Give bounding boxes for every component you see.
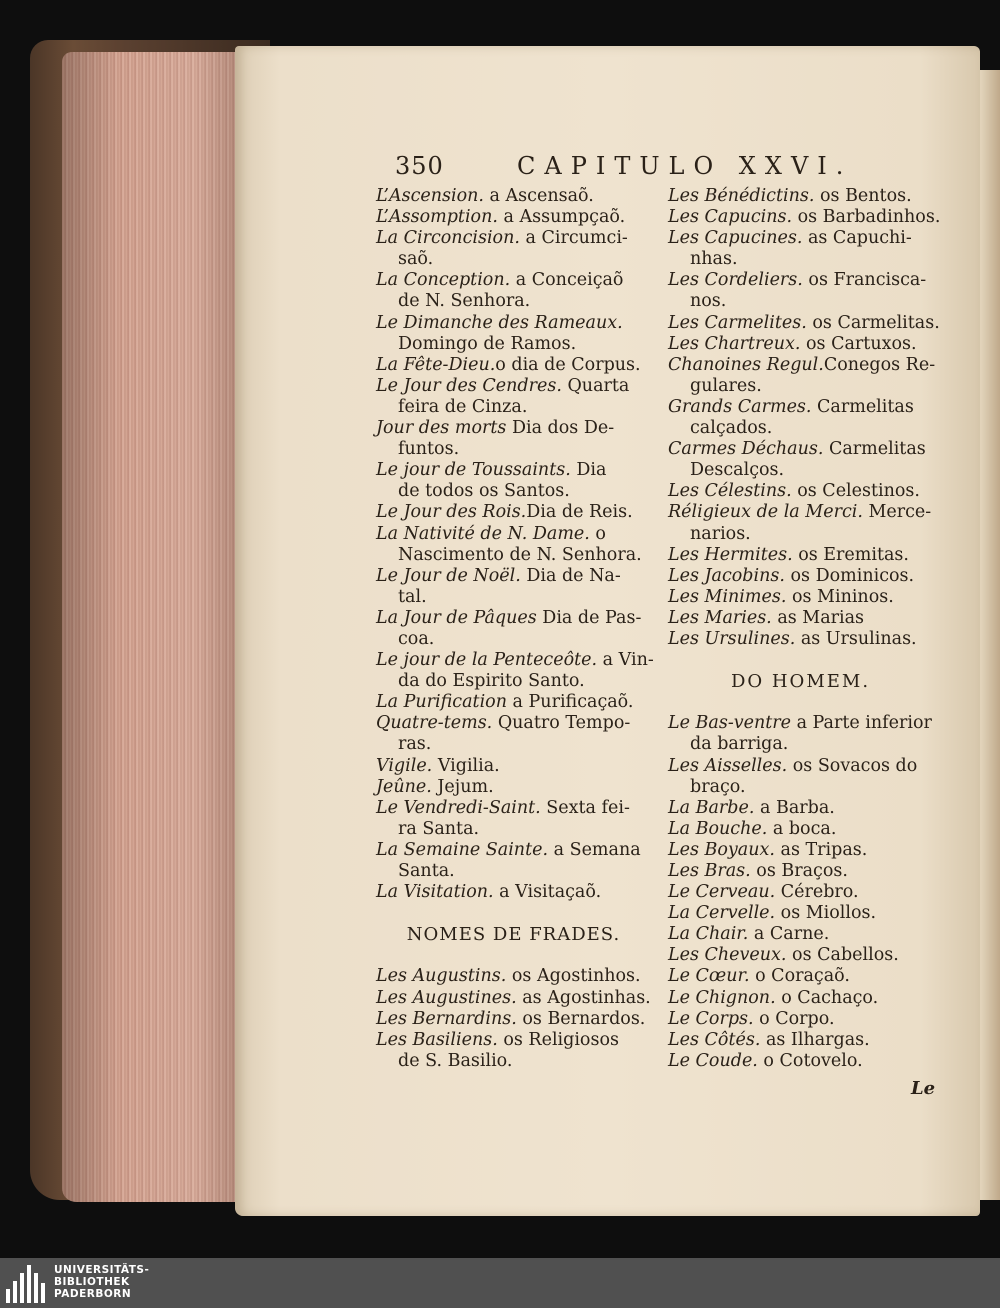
french-term: Les Boyaux. <box>668 839 775 860</box>
portuguese-term: as Capuchi- <box>802 228 912 249</box>
vocab-entry <box>668 587 933 608</box>
portuguese-term: Quarta <box>561 375 630 396</box>
vocab-entry <box>668 882 933 903</box>
french-term: Le Corps. <box>668 1008 754 1029</box>
university-logo-icon <box>6 1265 46 1303</box>
portuguese-term: o Cotovelo. <box>757 1050 863 1071</box>
portuguese-term: Merce- <box>862 502 932 523</box>
french-term: Le Bas-ventre <box>668 713 791 734</box>
portuguese-term: a Assumpçaõ. <box>497 207 626 228</box>
vocab-entry <box>668 756 933 777</box>
vocab-entry <box>376 798 651 819</box>
vocab-entry <box>376 966 651 987</box>
section-heading: DO HOMEM. <box>730 671 871 693</box>
vocab-entry <box>376 418 651 439</box>
vocab-entry <box>668 354 936 376</box>
portuguese-term: os Carmelitas. <box>806 312 940 333</box>
french-term: Le Chignon. <box>668 987 776 1008</box>
vocab-entry <box>668 566 933 587</box>
french-term: Le Jour des Rois. <box>376 502 527 523</box>
portuguese-term: a Vin- <box>597 650 654 671</box>
portuguese-term: os Eremitas. <box>792 544 909 565</box>
vocab-entry <box>376 228 651 249</box>
french-term: Le Cœur. <box>668 966 750 987</box>
continuation-line: gulares. <box>690 375 762 396</box>
french-term: Les Minimes. <box>668 586 787 607</box>
vocab-entry <box>668 966 933 987</box>
vocab-entry <box>376 608 651 629</box>
portuguese-term: a boca. <box>767 818 837 839</box>
page-number: 350 <box>395 152 444 180</box>
french-term: Le jour de Toussaints. <box>376 460 571 481</box>
portuguese-term: Carmelitas <box>811 396 914 417</box>
french-term: Les Capucines. <box>668 228 803 249</box>
portuguese-term: os Agostinhos. <box>506 966 641 987</box>
vocab-entry <box>668 988 933 1009</box>
portuguese-term: Dia dos De- <box>506 418 615 439</box>
continuation-line: Descalços. <box>690 460 785 481</box>
portuguese-term: os Cartuxos. <box>800 333 917 354</box>
portuguese-term: Quatro Tempo- <box>492 713 631 734</box>
vocab-entry <box>668 840 933 861</box>
french-term: Chanoines Regul. <box>668 354 824 375</box>
portuguese-term: o <box>589 523 606 544</box>
french-term: La Conception. <box>376 270 511 291</box>
french-term: Jeûne. <box>376 776 432 797</box>
vocab-entry <box>668 798 933 819</box>
french-term: Vigile. <box>376 755 433 776</box>
continuation-line: coa. <box>398 628 435 649</box>
vocab-entry <box>376 988 651 1009</box>
vocab-entry <box>668 903 933 924</box>
vocab-entry <box>376 186 651 207</box>
french-term: Les Cheveux. <box>668 945 787 966</box>
french-term: Quatre-tems. <box>376 713 493 734</box>
vocab-entry <box>376 313 651 334</box>
french-term: La Purification <box>376 692 507 713</box>
french-term: Les Jacobins. <box>668 565 785 586</box>
vocab-entry <box>376 524 651 545</box>
vocab-entry <box>668 502 933 523</box>
portuguese-term: os Dominicos. <box>784 565 915 586</box>
french-term: Les Carmelites. <box>668 312 807 333</box>
continuation-line: Domingo de Ramos. <box>398 333 577 354</box>
portuguese-term: os Religiosos <box>497 1029 619 1050</box>
french-term: Le Cerveau. <box>668 882 776 903</box>
library-footer <box>0 1258 1000 1308</box>
vocab-entry <box>376 840 651 861</box>
continuation-line: Santa. <box>398 861 455 881</box>
portuguese-term: as Ursulinas. <box>795 628 917 649</box>
french-term: Les Basiliens. <box>376 1029 498 1050</box>
french-term: Les Capucins. <box>668 207 793 228</box>
portuguese-term: os Sovacos do <box>787 755 918 776</box>
french-term: La Jour de Pâques <box>376 607 537 628</box>
vocab-entry <box>376 756 651 777</box>
continuation-line: calçados. <box>690 418 773 439</box>
french-term: Les Hermites. <box>668 544 793 565</box>
continuation-line: da do Espirito Santo. <box>398 671 585 692</box>
continuation-line: de todos os Santos. <box>398 481 570 502</box>
portuguese-term: a Ascensaõ. <box>483 186 594 206</box>
blank-line <box>376 945 651 966</box>
french-term: Grands Carmes. <box>668 396 812 417</box>
vocab-entry <box>668 312 940 334</box>
vocab-entry <box>668 1009 933 1030</box>
library-line: BIBLIOTHEK <box>54 1276 130 1288</box>
french-term: La Cervelle. <box>668 903 776 924</box>
french-term: Les Célestins. <box>668 481 792 502</box>
french-term: La Chair. <box>668 924 749 945</box>
portuguese-term: os Cabellos. <box>786 945 899 966</box>
french-term: L’Assomption. <box>376 207 498 228</box>
french-term: Les Cordeliers. <box>668 270 803 291</box>
page-header <box>395 152 955 184</box>
continuation-line: ra Santa. <box>398 818 480 839</box>
vocab-entry <box>376 1009 651 1030</box>
vocab-entry <box>668 439 933 460</box>
portuguese-term: Jejum. <box>431 776 494 797</box>
blank-line <box>668 650 933 671</box>
portuguese-term: a Semana <box>548 839 641 860</box>
portuguese-term: o Coraçaõ. <box>749 966 850 987</box>
vocab-entry <box>376 207 651 228</box>
portuguese-term: a Parte inferior <box>791 713 932 734</box>
portuguese-term: o Cachaço. <box>775 987 879 1008</box>
portuguese-term: Dia de Reis. <box>526 502 633 523</box>
french-term: La Circoncision. <box>376 228 520 249</box>
vocab-entry <box>668 819 933 840</box>
chapter-title: CAPITULO XXVI. <box>517 152 853 180</box>
vocab-entry <box>376 270 651 291</box>
portuguese-term: a Purificaçaõ. <box>506 692 634 713</box>
catchword: Le <box>911 1078 936 1099</box>
continuation-line: tal. <box>398 586 427 607</box>
continuation-line: saõ. <box>398 249 434 270</box>
vocab-entry <box>668 334 933 355</box>
french-term: Réligieux de la Merci. <box>668 502 863 523</box>
library-line: PADERBORN <box>54 1288 132 1300</box>
portuguese-term: Dia <box>570 460 607 481</box>
french-term: Carmes Déchaus. <box>668 439 824 460</box>
page-edges-shade <box>62 52 252 1202</box>
portuguese-term: os Bernardos. <box>516 1008 646 1029</box>
french-term: La Nativité de N. Dame. <box>376 523 590 544</box>
portuguese-term: Carmelitas <box>823 439 926 460</box>
vocab-entry <box>668 1030 933 1051</box>
vocab-entry <box>668 545 933 566</box>
continuation-line: feira de Cinza. <box>398 396 528 417</box>
portuguese-term: as Marias <box>771 607 865 628</box>
portuguese-term: Cérebro. <box>775 882 859 903</box>
french-term: Le Vendredi-Saint. <box>376 797 541 818</box>
french-term: La Visitation. <box>376 882 494 903</box>
portuguese-term: os Bentos. <box>814 186 912 206</box>
vocab-entry <box>668 924 933 945</box>
vocab-entry <box>668 713 933 734</box>
portuguese-term: os Celestinos. <box>791 481 920 502</box>
vocab-entry <box>668 397 933 418</box>
vocab-entry <box>376 713 651 734</box>
continuation-line: ras. <box>398 734 432 755</box>
continuation-line: braço. <box>690 776 746 797</box>
portuguese-term: as Tripas. <box>774 839 868 860</box>
vocab-entry <box>376 882 651 903</box>
blank-line <box>376 903 651 924</box>
vocab-entry <box>668 186 933 207</box>
french-term: Le Jour de Noël. <box>376 565 521 586</box>
portuguese-term: a Carne. <box>748 924 830 945</box>
portuguese-term: os Franciscа- <box>802 270 927 291</box>
vocab-entry <box>668 1051 933 1072</box>
french-term: La Barbe. <box>668 797 755 818</box>
right-column <box>668 186 941 1072</box>
french-term: Le Jour des Cendres. <box>376 375 562 396</box>
vocab-entry <box>668 945 933 966</box>
vocab-entry <box>668 629 933 650</box>
portuguese-term: Vigilia. <box>432 755 500 776</box>
library-name <box>54 1264 149 1300</box>
vocab-entry <box>376 460 651 481</box>
vocab-entry <box>376 502 651 523</box>
left-column <box>376 186 654 1072</box>
vocab-entry <box>668 608 933 629</box>
vocab-entry <box>376 566 651 587</box>
french-term: Le Coude. <box>668 1050 758 1071</box>
section-heading: NOMES DE FRADES. <box>406 924 621 946</box>
french-term: Le Dimanche des Rameaux. <box>376 312 623 333</box>
portuguese-term: Dia de Pas- <box>536 607 642 628</box>
vocab-entry <box>376 355 651 376</box>
portuguese-term: os Miollos. <box>775 903 877 924</box>
portuguese-term: Conegos Re- <box>823 354 936 375</box>
portuguese-term: os Braços. <box>750 861 848 881</box>
french-term: Les Ursulines. <box>668 628 796 649</box>
continuation-line: de N. Senhora. <box>398 291 531 312</box>
portuguese-term: os Barbadinhos. <box>792 207 941 228</box>
continuation-line: nhas. <box>690 249 738 270</box>
portuguese-term: a Circumci- <box>519 228 628 249</box>
french-term: Les Augustines. <box>376 987 517 1008</box>
continuation-line: narios. <box>690 523 751 544</box>
vocab-entry <box>376 376 651 397</box>
french-term: Les Aisselles. <box>668 755 788 776</box>
french-term: Les Maries. <box>668 607 772 628</box>
french-term: L’Ascension. <box>376 186 484 206</box>
vocab-entry <box>668 481 933 502</box>
vocab-entry <box>376 692 651 713</box>
portuguese-term: o dia de Corpus. <box>495 354 641 375</box>
portuguese-term: Sexta fei- <box>540 797 630 818</box>
blank-line <box>668 692 933 713</box>
continuation-line: de S. Basilio. <box>398 1050 513 1071</box>
french-term: La Semaine Sainte. <box>376 839 549 860</box>
french-term: La Fête-Dieu. <box>376 354 496 375</box>
portuguese-term: o Corpo. <box>753 1008 835 1029</box>
vocab-entry <box>376 777 651 798</box>
portuguese-term: os Mininos. <box>786 586 894 607</box>
vocab-entry <box>376 1030 651 1051</box>
french-term: Les Bras. <box>668 861 751 881</box>
vocab-entry <box>668 228 933 249</box>
portuguese-term: a Barba. <box>754 797 835 818</box>
french-term: La Bouche. <box>668 818 768 839</box>
vocab-entry <box>668 861 933 882</box>
french-term: Les Augustins. <box>376 966 507 987</box>
french-term: Le jour de la Penteceôte. <box>376 650 598 671</box>
french-term: Les Bénédictins. <box>668 186 815 206</box>
portuguese-term: as Agostinhas. <box>516 987 651 1008</box>
portuguese-term: a Visitaçaõ. <box>493 882 602 903</box>
french-term: Les Côtés. <box>668 1029 761 1050</box>
continuation-line: Nascimento de N. Senhora. <box>398 544 642 565</box>
portuguese-term: a Conceiçaõ <box>510 270 624 291</box>
vocab-entry <box>376 650 654 671</box>
vocab-entry <box>668 207 941 228</box>
french-term: Les Chartreux. <box>668 333 801 354</box>
french-term: Jour des morts <box>376 418 507 439</box>
continuation-line: funtos. <box>398 439 460 460</box>
french-term: Les Bernardins. <box>376 1008 517 1029</box>
portuguese-term: Dia de Na- <box>520 565 621 586</box>
continuation-line: nos. <box>690 291 727 312</box>
continuation-line: da barriga. <box>690 734 789 755</box>
portuguese-term: as Ilhargas. <box>760 1029 870 1050</box>
vocab-entry <box>668 270 933 291</box>
library-line: UNIVERSITÄTS- <box>54 1264 150 1276</box>
